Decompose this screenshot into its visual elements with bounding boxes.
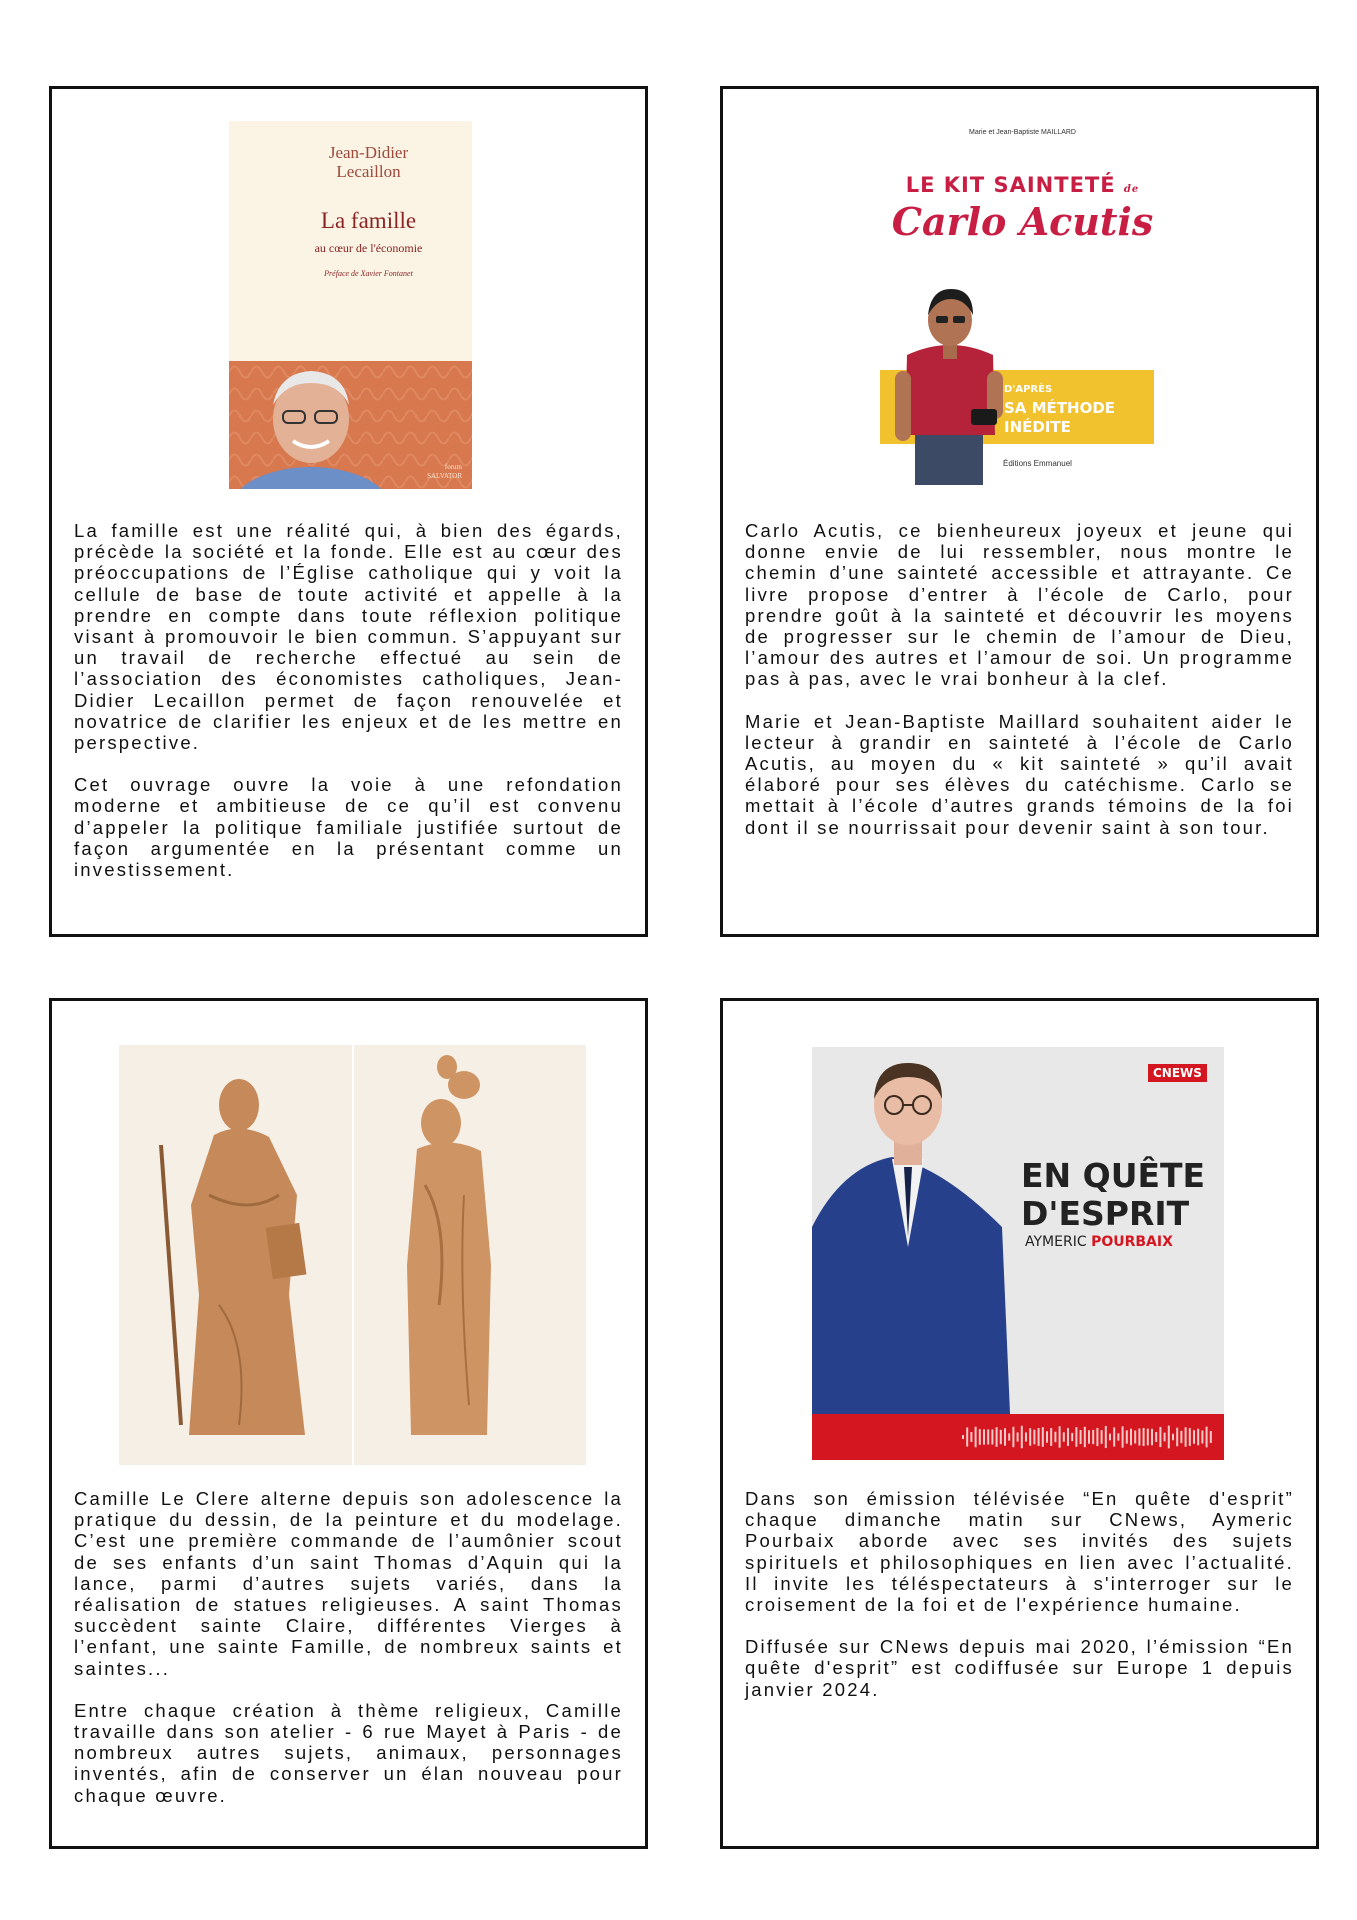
author-photo <box>229 361 472 489</box>
photo-divider <box>352 1045 354 1465</box>
cover-publisher: Éditions Emmanuel <box>1003 459 1072 468</box>
cover-title-de: de <box>1123 184 1140 195</box>
statues-photo <box>119 1045 586 1465</box>
book-description <box>74 520 623 901</box>
banner-small: D'APRÈS <box>1004 384 1053 395</box>
paragraph: Carlo Acutis, ce bienheureux joyeux et jeune qui donne envie de lui ressembler, nous montre le chemin d’une sainteté accessible et attrayante. Ce livre propose d’entrer à l’école de Carlo, pour prendre goût à la sainteté et découvrir les moyens de progresser sur le chemin de l’amour de Dieu, l’amour des autres et l’amour de soi. Un programme pas à pas, avec le vrai bonheur à la clef. <box>745 520 1294 690</box>
paragraph: Camille Le Clere alterne depuis son adolescence la pratique du dessin, de la peinture et du modelage. C’est une première commande de l’aumônier scout de ses enfants d’un saint Thomas d’Aquin qui la lance, parmi d’autres sujets variés, dans la réalisation de statues religieuses. A saint Thomas succèdent sainte Claire, différentes Vierges à l’enfant, une sainte Famille, de nombreux saints et saintes... <box>74 1488 623 1679</box>
show-title: EN QUÊTE D'ESPRIT <box>1021 1156 1206 1233</box>
cover-authors: Marie et Jean-Baptiste MAILLARD <box>969 129 1076 136</box>
paragraph: Diffusée sur CNews depuis mai 2020, l’émission “En quête d'esprit” est codiffusée sur Europe 1 depuis janvier 2024. <box>745 1636 1294 1700</box>
banner-line-1: SA MÉTHODE <box>1004 399 1116 417</box>
banner-line-2: INÉDITE <box>1004 418 1071 436</box>
show-description <box>745 1488 1294 1721</box>
carlo-photo <box>895 275 1005 485</box>
artist-card-camille-le-clere <box>49 998 648 1849</box>
cover-preface: Préface de Xavier Fontanet <box>324 269 413 278</box>
paragraph: Entre chaque création à thème religieux, Camille travaille dans son atelier - 6 rue Mayet à Paris - de nombreux autres sujets, animaux, personnages inventés, afin de conserver un élan nouveau pour chaque œuvre. <box>74 1699 623 1806</box>
book-cover-la-famille <box>229 121 472 489</box>
book-card-carlo-acutis <box>720 86 1319 937</box>
book-cover-kit-saintete <box>875 129 1170 489</box>
book-description <box>745 520 1294 859</box>
audio-wave-bar <box>812 1414 1224 1460</box>
paragraph: Marie et Jean-Baptiste Maillard souhaitent aider le lecteur à grandir en sainteté à l’école de Carlo Acutis, au moyen du « kit sainteté » qu’il avait élaboré pour ses élèves du catéchisme. Carlo se mettait à l’école d’autres grands témoins de la foi dont il se nourrissait pour devenir saint à son tour. <box>745 710 1294 838</box>
artist-description <box>74 1488 623 1827</box>
cover-author: Jean-Didier Lecaillon <box>328 143 409 181</box>
cover-banner-text <box>1004 380 1115 437</box>
paragraph: La famille est une réalité qui, à bien des égards, précède la société et la fonde. Elle est au cœur des préoccupations de l’Église catholique qui y voit la cellule de base de toute activité et appelle à la prendre en compte dans toute réflexion politique visant à promouvoir le bien commun. S’appuyant sur un travail de recherche effectué au sein de l’association des économistes catholiques, Jean-Didier Lecaillon permet de façon renouvelée et novatrice de clarifier les enjeux et de les mettre en perspective. <box>74 520 623 754</box>
cover-title-main: Carlo Acutis <box>891 199 1154 244</box>
cover-title-top: LE KIT SAINTETÉ de <box>905 173 1140 197</box>
paragraph: Cet ouvrage ouvre la voie à une refondation moderne et ambitieuse de ce qu’il est convenu d’appeler la politique familiale justifiée surtout de façon argumentée en la présentant comme un investissement. <box>74 774 623 881</box>
show-host: AYMERIC POURBAIX <box>1025 1234 1173 1250</box>
tv-show-card-en-quete-d-esprit <box>720 998 1319 1849</box>
show-poster <box>812 1047 1224 1460</box>
book-card-la-famille <box>49 86 648 937</box>
cnews-logo: CNEWS <box>1148 1064 1207 1082</box>
cover-subtitle: au cœur de l'économie <box>314 241 423 255</box>
cover-publisher: forum SALVATOR <box>427 463 462 480</box>
cover-title: La famille <box>320 208 417 233</box>
paragraph: Dans son émission télévisée “En quête d'esprit” chaque dimanche matin sur CNews, Aymeric Pourbaix aborde avec ses invités des sujets spirituels et philosophiques en lien avec l’actualité. Il invite les téléspectateurs à s'interroger sur le croisement de la foi et de l'expérience humaine. <box>745 1488 1294 1616</box>
